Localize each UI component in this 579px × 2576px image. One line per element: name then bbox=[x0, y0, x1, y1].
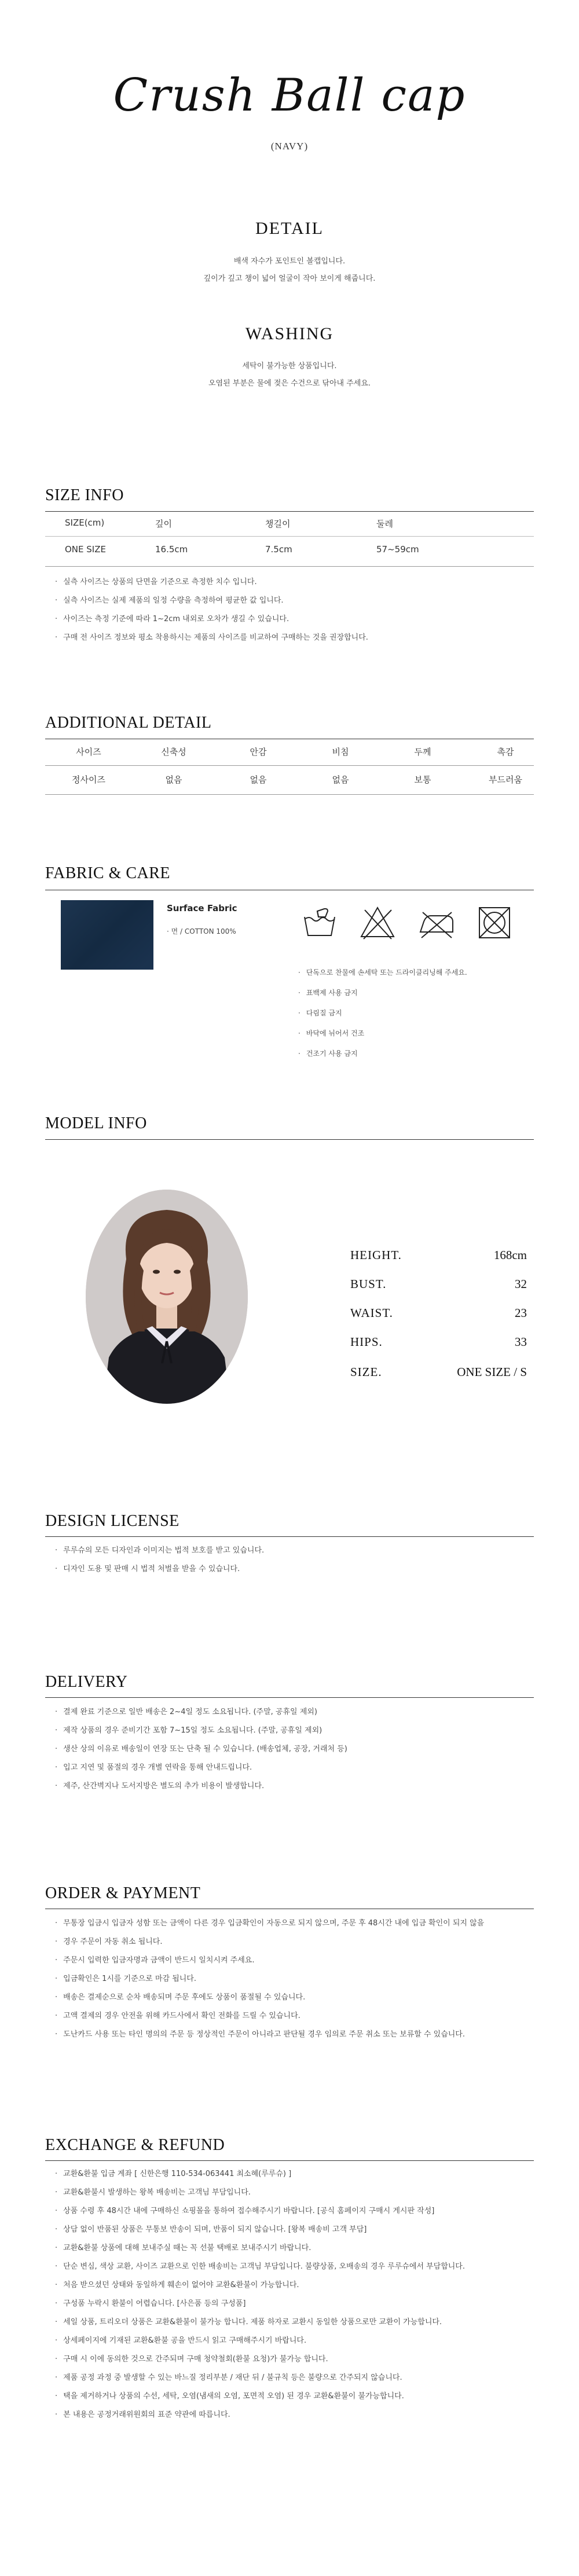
delivery-list bbox=[55, 1703, 536, 1796]
additional-header-cell: 촉감 bbox=[497, 747, 514, 757]
additional-header-row bbox=[45, 740, 534, 763]
additional-header-cell: 사이즈 bbox=[76, 747, 101, 757]
delivery-item: · 생산 상의 이유로 배송일이 연장 또는 단축 될 수 있습니다. (배송업체, 공장, 거래처 등) bbox=[55, 1740, 536, 1759]
additional-header-cell: 안감 bbox=[250, 747, 267, 757]
care-item: · 단독으로 찬물에 손세탁 또는 드라이클리닝해 주세요. bbox=[298, 963, 541, 983]
exchange-item: · 교환&환불 입금 계좌 [ 신한은행 110-534-063441 최소혜(루루슈) ] bbox=[55, 2165, 536, 2184]
care-item: · 건조기 사용 금지 bbox=[298, 1044, 541, 1064]
size-note: · 실측 사이즈는 상품의 단면을 기준으로 측정한 치수 입니다. bbox=[55, 573, 536, 592]
care-list bbox=[298, 963, 541, 1064]
size-info-heading: SIZE INFO bbox=[45, 486, 124, 504]
model-photo bbox=[86, 1190, 248, 1404]
divider bbox=[45, 1536, 534, 1537]
model-spec-value: 168cm bbox=[493, 1248, 527, 1262]
model-spec-value: ONE SIZE / S bbox=[457, 1365, 527, 1379]
additional-value-cell: 부드러움 bbox=[489, 775, 522, 785]
care-item: · 다림질 금지 bbox=[298, 1003, 541, 1023]
size-header-cell: 챙길이 bbox=[265, 519, 291, 529]
washing-line: 세탁이 불가능한 상품입니다. bbox=[242, 362, 337, 370]
license-item: · 루루슈의 모든 디자인과 이미지는 법적 보호를 받고 있습니다. bbox=[55, 1542, 536, 1560]
payment-item: · 도난카드 사용 또는 타인 명의의 주문 등 정상적인 주문이 아니라고 판단될 경우 임의로 주문 취소 또는 보류할 수 있습니다. bbox=[55, 2025, 536, 2044]
delivery-item: · 제주, 산간벽지나 도서지방은 별도의 추가 비용이 발생합니다. bbox=[55, 1777, 536, 1796]
divider bbox=[45, 536, 534, 537]
payment-item: · 주문시 입력한 입금자명과 금액이 반드시 일치시켜 주세요. bbox=[55, 1951, 536, 1970]
exchange-list bbox=[55, 2165, 536, 2424]
model-spec-value: 33 bbox=[515, 1335, 527, 1349]
payment-item: · 배송은 결제순으로 순차 배송되며 주문 후에도 상품이 품절될 수 있습니다. bbox=[55, 1988, 536, 2007]
model-spec-label: WAIST. bbox=[350, 1306, 393, 1320]
exchange-item: · 상품 수령 후 48시간 내에 구매하신 쇼핑몰을 통하여 접수해주시기 바랍니다. [공식 홈페이지 구매시 게시판 작성] bbox=[55, 2202, 536, 2221]
hand-wash-icon bbox=[301, 904, 338, 941]
delivery-item: · 제작 상품의 경우 준비기간 포함 7~15일 정도 소요됩니다. (주말, 공휴일 제외) bbox=[55, 1722, 536, 1740]
additional-value-row bbox=[45, 768, 534, 791]
detail-line: 배색 자수가 포인트인 볼캡입니다. bbox=[233, 257, 346, 266]
delivery-item: · 결제 완료 기준으로 일반 배송은 2~4일 정도 소요됩니다. (주말, 공휴일 제외) bbox=[55, 1703, 536, 1722]
fabric-swatch bbox=[61, 900, 153, 970]
payment-list bbox=[55, 1914, 536, 2044]
care-item: · 바닥에 뉘어서 건조 bbox=[298, 1023, 541, 1044]
exchange-item: · 제품 공정 과정 중 발생할 수 있는 바느질 정리부분 / 재단 뒤 / 불규칙 등은 불량으로 간주되지 않습니다. bbox=[55, 2369, 536, 2387]
payment-item: · 입금확인은 1시를 기준으로 마감 됩니다. bbox=[55, 1970, 536, 1988]
additional-value-cell: 없음 bbox=[250, 775, 267, 785]
additional-header-cell: 두께 bbox=[414, 747, 431, 757]
divider bbox=[45, 566, 534, 567]
payment-heading: ORDER & PAYMENT bbox=[45, 1884, 201, 1902]
exchange-item: · 상세페이지에 기재된 교환&환불 공을 반드시 읽고 구매해주시기 바랍니다. bbox=[55, 2332, 536, 2350]
size-notes bbox=[55, 573, 536, 647]
model-spec-value: 23 bbox=[515, 1306, 527, 1320]
size-table-header bbox=[45, 512, 534, 533]
exchange-item: · 단순 변심, 색상 교환, 사이즈 교환으로 인한 배송비는 고객님 부담입니다. 불량상품, 오배송의 경우 루루슈에서 부담합니다. bbox=[55, 2258, 536, 2276]
payment-item: · 무통장 입금시 입금자 성함 또는 금액이 다른 경우 입금확인이 자동으로 되지 않으며, 주문 후 48시간 내에 입금 확인이 되지 않을 bbox=[55, 1914, 536, 1933]
no-bleach-icon bbox=[359, 904, 396, 941]
divider bbox=[45, 1139, 534, 1140]
model-heading: MODEL INFO bbox=[45, 1114, 147, 1132]
fabric-heading: FABRIC & CARE bbox=[45, 864, 171, 882]
size-note: · 실측 사이즈는 실제 제품의 일정 수량을 측정하여 평균한 값 입니다. bbox=[55, 592, 536, 610]
delivery-item: · 입고 지연 및 품절의 경우 개별 연락을 통해 안내드립니다. bbox=[55, 1759, 536, 1777]
detail-heading: DETAIL bbox=[255, 219, 324, 238]
size-header-cell: 깊이 bbox=[155, 519, 172, 529]
size-header-cell: SIZE(cm) bbox=[65, 518, 105, 528]
license-heading: DESIGN LICENSE bbox=[45, 1512, 179, 1530]
size-cell: 57~59cm bbox=[376, 544, 419, 555]
size-table-row bbox=[45, 538, 534, 559]
product-title: Crush Ball cap bbox=[113, 69, 466, 122]
no-iron-icon bbox=[418, 904, 455, 941]
exchange-item: · 교환&환불 상품에 대해 보내주실 때는 꼭 선불 택배로 보내주시기 바랍니다. bbox=[55, 2239, 536, 2258]
exchange-item: · 택을 제거하거나 상품의 수선, 세탁, 오염(냄새의 오염, 포면적 오염) 된 경우 교환&환불이 불가능합니다. bbox=[55, 2387, 536, 2406]
additional-value-cell: 보통 bbox=[414, 775, 431, 785]
detail-text bbox=[0, 253, 579, 288]
exchange-item: · 구매 시 이에 동의한 것으로 간주되며 구매 청약철회(환불 요청)가 불가능 합니다. bbox=[55, 2350, 536, 2369]
payment-item: · 고액 결제의 경우 안전을 위해 카드사에서 확인 전화를 드릴 수 있습니다. bbox=[55, 2007, 536, 2025]
divider bbox=[45, 765, 534, 766]
washing-text bbox=[0, 358, 579, 392]
license-list bbox=[55, 1542, 536, 1579]
divider bbox=[45, 1697, 534, 1698]
model-spec-value: 32 bbox=[515, 1277, 527, 1291]
divider bbox=[45, 794, 534, 795]
exchange-item: · 교환&환불시 발생하는 왕복 배송비는 고객님 부담입니다. bbox=[55, 2184, 536, 2202]
exchange-item: · 구성품 누락시 환불이 어렵습니다. [사은품 등의 구성품] bbox=[55, 2295, 536, 2313]
product-color: (NAVY) bbox=[270, 141, 309, 152]
size-cell: ONE SIZE bbox=[65, 544, 106, 555]
exchange-item: · 처음 받으셨던 상태와 동일하게 훼손이 없어야 교환&환불이 가능합니다. bbox=[55, 2276, 536, 2295]
exchange-item: · 본 내용은 공정거래위원회의 표준 약관에 따릅니다. bbox=[55, 2406, 536, 2424]
exchange-item: · 상담 없이 반품된 상품은 무통보 반송이 되며, 반품이 되지 않습니다. [왕복 배송비 고객 부담] bbox=[55, 2221, 536, 2239]
additional-value-cell: 없음 bbox=[332, 775, 349, 785]
size-cell: 16.5cm bbox=[155, 544, 188, 555]
model-spec-label: HEIGHT. bbox=[350, 1248, 402, 1262]
exchange-item: · 세일 상품, 트리오더 상품은 교환&환불이 불가능 합니다. 제품 하자로 교환시 동일한 상품으로만 교환이 가능합니다. bbox=[55, 2313, 536, 2332]
payment-item: · 경우 주문이 자동 취소 됩니다. bbox=[55, 1933, 536, 1951]
model-spec-label: HIPS. bbox=[350, 1335, 383, 1349]
size-cell: 7.5cm bbox=[265, 544, 292, 555]
washing-line: 오염된 부분은 물에 젖은 수건으로 닦아내 주세요. bbox=[208, 379, 371, 388]
additional-value-cell: 없음 bbox=[165, 775, 182, 785]
washing-heading: WASHING bbox=[245, 324, 334, 343]
model-illustration bbox=[86, 1190, 248, 1404]
exchange-heading: EXCHANGE & REFUND bbox=[45, 2136, 225, 2154]
additional-header-cell: 신축성 bbox=[161, 747, 186, 757]
size-note: · 구매 전 사이즈 정보와 평소 착용하시는 제품의 사이즈를 비교하여 구매하는 것을 권장합니다. bbox=[55, 629, 536, 647]
divider bbox=[45, 2160, 534, 2161]
license-item: · 디자인 도용 및 판매 시 법적 처벌을 받을 수 있습니다. bbox=[55, 1560, 536, 1579]
model-spec-label: BUST. bbox=[350, 1277, 387, 1291]
additional-heading: ADDITIONAL DETAIL bbox=[45, 714, 212, 732]
model-spec-label: SIZE. bbox=[350, 1365, 382, 1379]
delivery-heading: DELIVERY bbox=[45, 1673, 128, 1691]
additional-value-cell: 정사이즈 bbox=[72, 775, 105, 785]
size-header-cell: 둘레 bbox=[376, 519, 393, 529]
no-tumble-dry-icon bbox=[476, 904, 513, 941]
detail-line: 깊이가 깊고 챙이 넓어 얼굴이 작아 보이게 해줍니다. bbox=[203, 274, 376, 283]
fabric-label: Surface Fabric bbox=[167, 903, 237, 913]
fabric-composition: · 면 / COTTON 100% bbox=[167, 927, 236, 935]
size-note: · 사이즈는 측정 기준에 따라 1~2cm 내외로 오차가 생길 수 있습니다. bbox=[55, 610, 536, 629]
size-table bbox=[45, 512, 534, 564]
additional-header-cell: 비침 bbox=[332, 747, 349, 757]
care-item: · 표백제 사용 금지 bbox=[298, 983, 541, 1003]
